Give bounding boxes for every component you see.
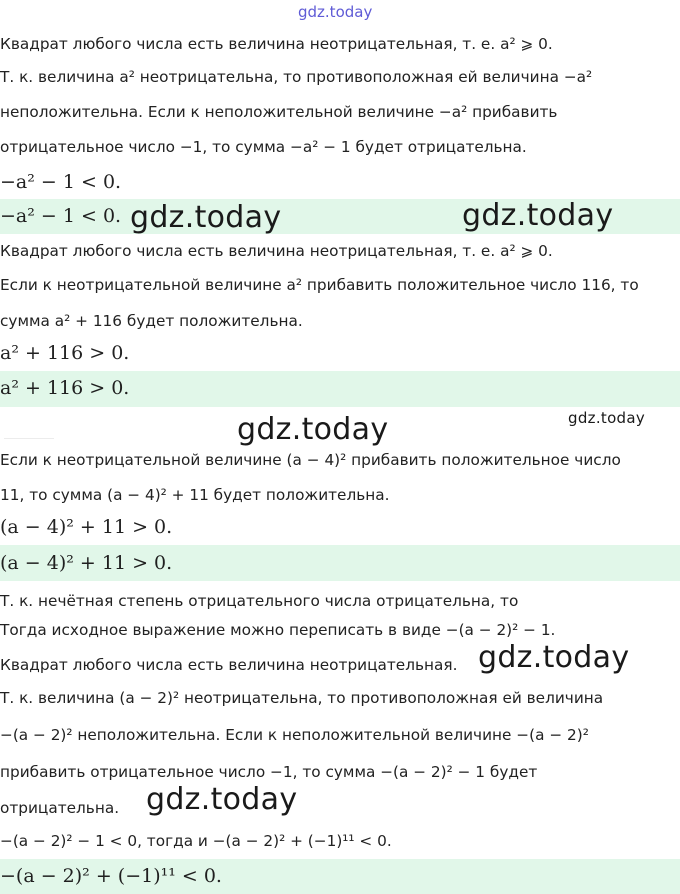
s2-line-2: Если к неотрицательной величине a² прибавить положительное число 116, то xyxy=(0,276,639,294)
s4-line-7: отрицательна. xyxy=(0,799,120,817)
s4-answer: −(a − 2)² + (−1)¹¹ < 0. xyxy=(0,865,222,887)
s4-line-1: Т. к. нечётная степень отрицательного числа отрицательна, то xyxy=(0,592,519,610)
s4-line-8: −(a − 2)² − 1 < 0, тогда и −(a − 2)² + (−1)¹¹ < 0. xyxy=(0,832,392,850)
s4-line-6: прибавить отрицательное число −1, то сумма −(a − 2)² − 1 будет xyxy=(0,763,538,781)
s3-line-2: 11, то сумма (a − 4)² + 11 будет положительна. xyxy=(0,486,390,504)
s3-line-1: Если к неотрицательной величине (a − 4)² прибавить положительное число xyxy=(0,451,621,469)
s1-answer: −a² − 1 < 0. xyxy=(0,205,122,227)
watermark-6: gdz.today xyxy=(146,782,298,817)
s4-line-4: Т. к. величина (a − 2)² неотрицательна, то противоположная ей величина xyxy=(0,689,604,707)
s4-answer-box xyxy=(0,859,680,894)
s1-formula: −a² − 1 < 0. xyxy=(0,171,122,193)
s4-line-2: Тогда исходное выражение можно переписать в виде −(a − 2)² − 1. xyxy=(0,621,556,639)
s2-line-3: сумма a² + 116 будет положительна. xyxy=(0,312,303,330)
divider xyxy=(4,438,54,439)
s3-answer-box xyxy=(0,545,680,581)
s2-answer-box xyxy=(0,371,680,407)
s2-answer: a² + 116 > 0. xyxy=(0,377,130,399)
s1-line-3: неположительна. Если к неположительной величине −a² прибавить xyxy=(0,103,558,121)
s2-formula: a² + 116 > 0. xyxy=(0,342,130,364)
watermark-1: gdz.today xyxy=(130,200,282,235)
s1-line-4: отрицательное число −1, то сумма −a² − 1 будет отрицательна. xyxy=(0,138,527,156)
s3-answer: (a − 4)² + 11 > 0. xyxy=(0,552,173,574)
s1-line-1: Квадрат любого числа есть величина неотрицательная, т. е. a² ⩾ 0. xyxy=(0,35,553,53)
s4-line-5: −(a − 2)² неположительна. Если к неположительной величине −(a − 2)² xyxy=(0,726,589,744)
watermark-3: gdz.today xyxy=(568,409,646,427)
watermark-5: gdz.today xyxy=(478,640,630,675)
s3-formula: (a − 4)² + 11 > 0. xyxy=(0,516,173,538)
watermark-4: gdz.today xyxy=(237,412,389,447)
s2-line-1: Квадрат любого числа есть величина неотрицательная, т. е. a² ⩾ 0. xyxy=(0,242,553,260)
watermark-2: gdz.today xyxy=(462,198,614,233)
s4-line-3: Квадрат любого числа есть величина неотрицательная. xyxy=(0,656,458,674)
watermark-top: gdz.today xyxy=(298,3,373,21)
s1-line-2: Т. к. величина a² неотрицательна, то противоположная ей величина −a² xyxy=(0,68,593,86)
